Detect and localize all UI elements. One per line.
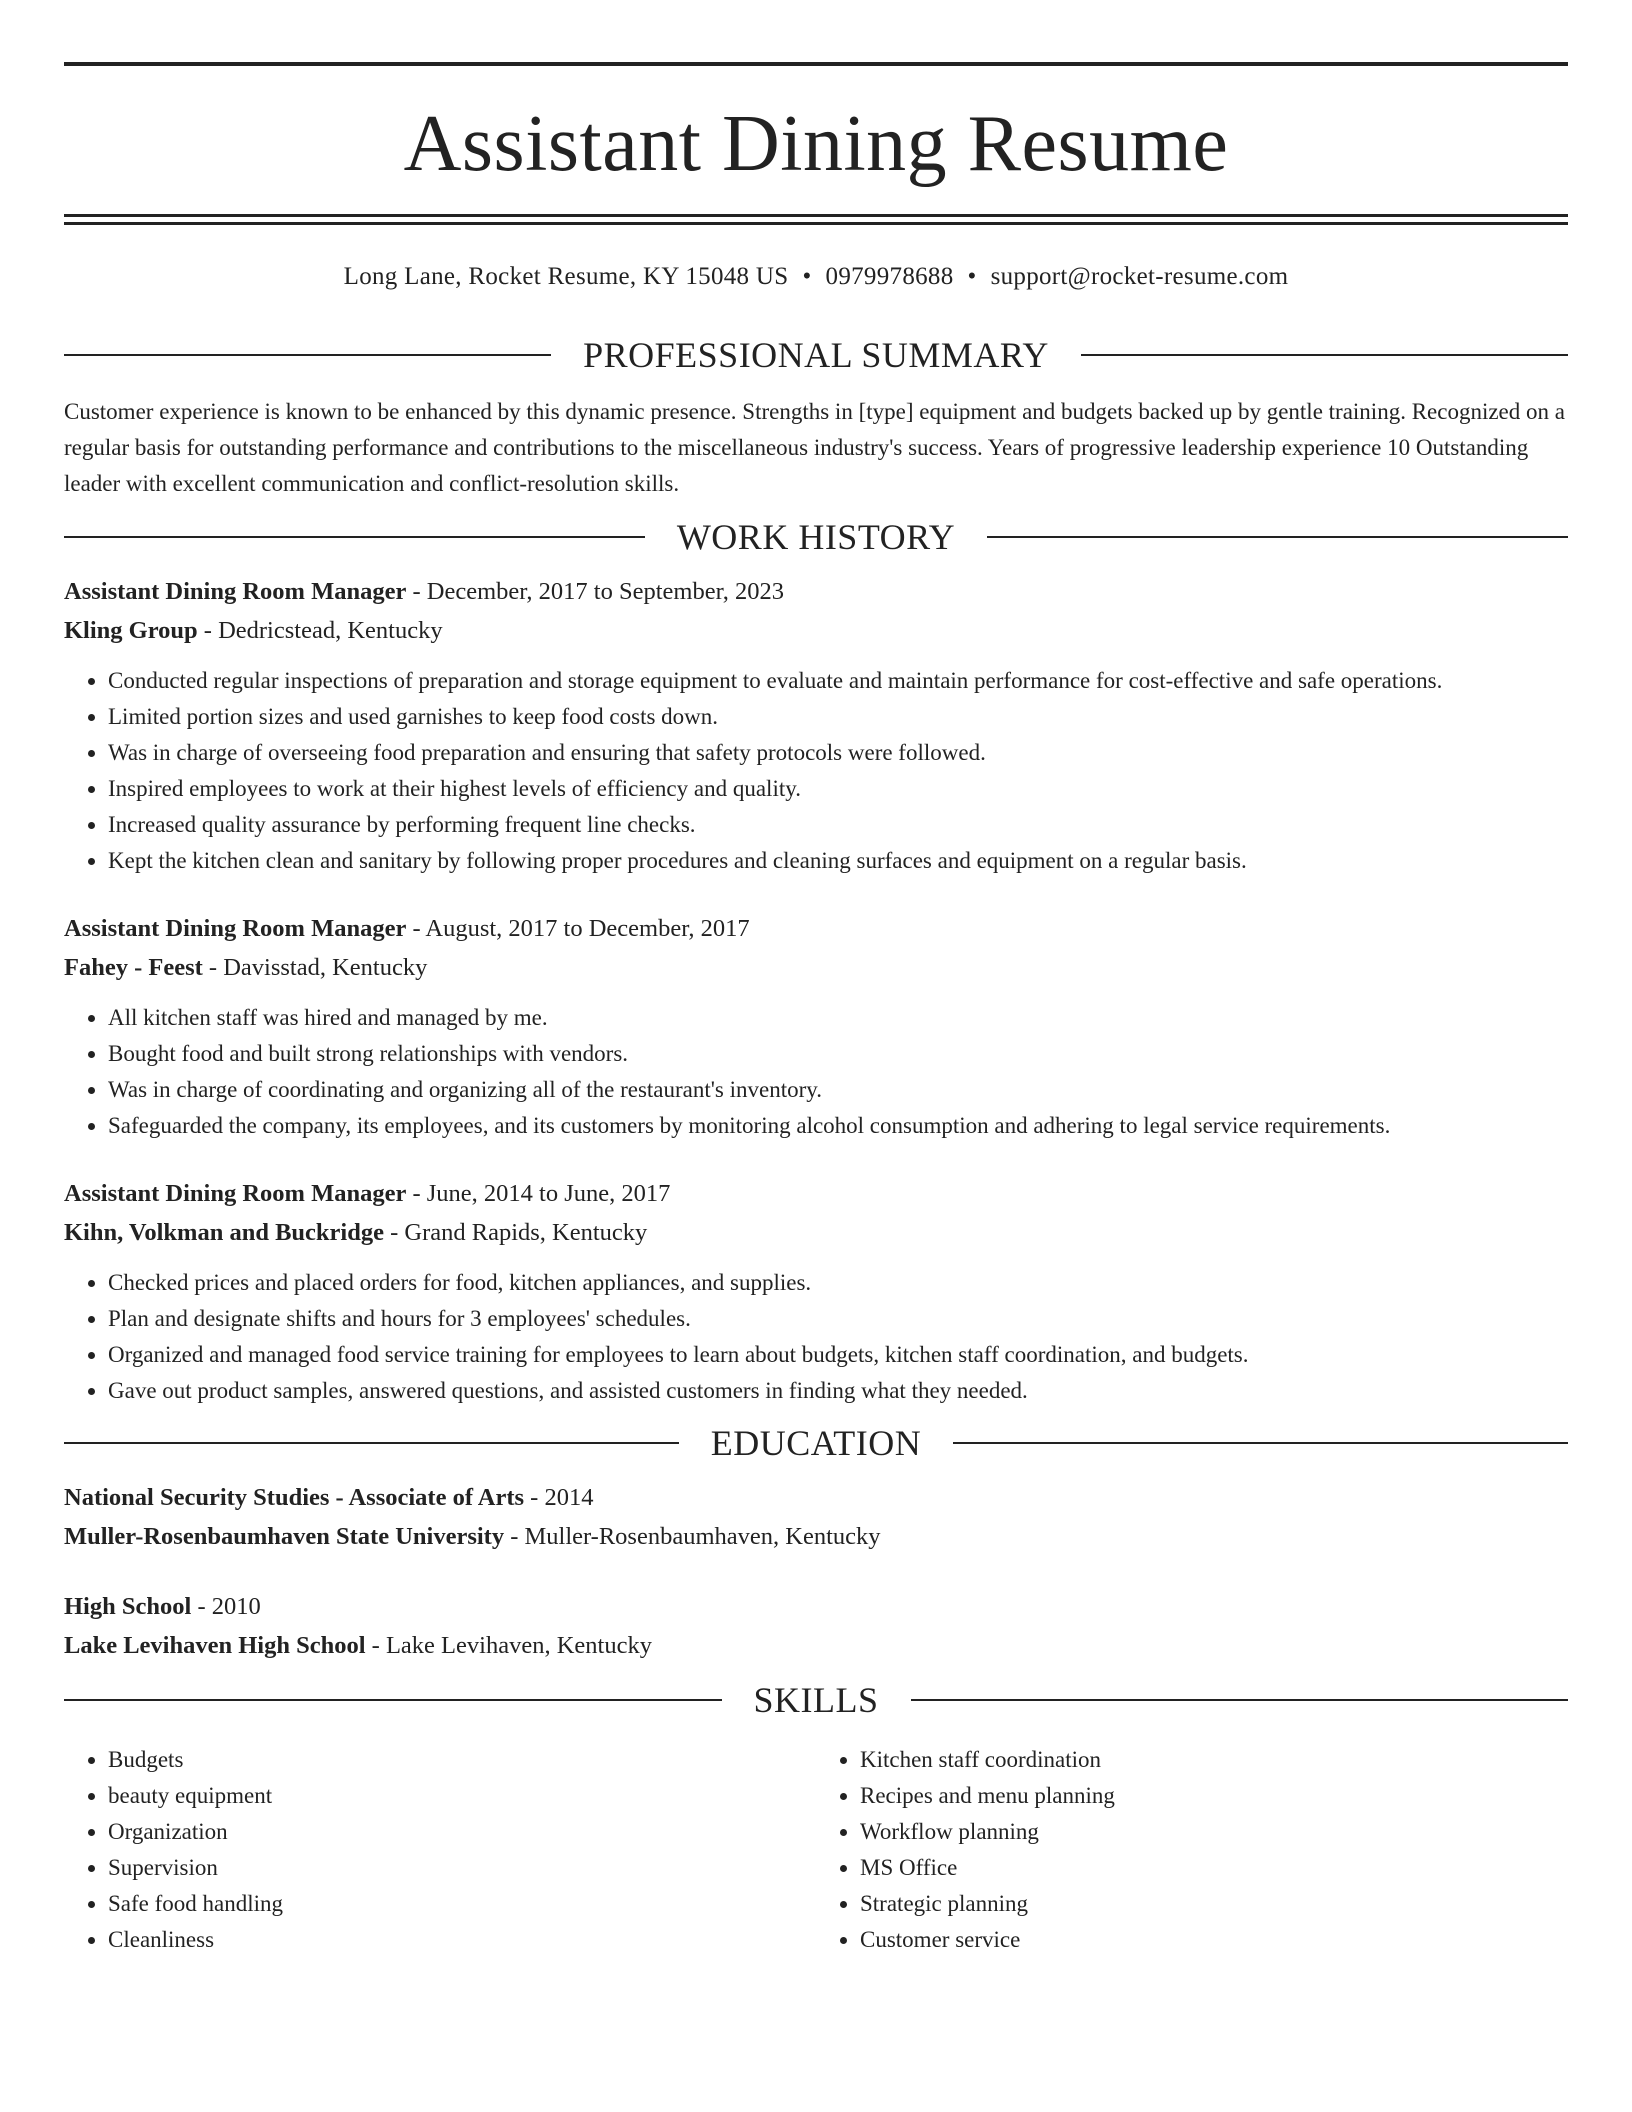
job-bullets bbox=[64, 1265, 1568, 1409]
education-school-line bbox=[64, 1517, 1568, 1556]
job-bullet: • Limited portion sizes and used garnishes to keep food costs down. bbox=[108, 699, 1568, 735]
education-school: Lake Levihaven High School bbox=[64, 1632, 366, 1659]
contact-line bbox=[64, 262, 1568, 292]
job-bullet: • All kitchen staff was hired and managed by me. bbox=[108, 1000, 1568, 1036]
skill-item: • Customer service bbox=[860, 1922, 1568, 1958]
job-bullet: • Conducted regular inspections of preparation and storage equipment to evaluate and maintain performance for cost-effective and safe operations. bbox=[108, 663, 1568, 699]
job-title: Assistant Dining Room Manager bbox=[64, 578, 407, 605]
section-rule bbox=[987, 536, 1568, 538]
job-company-line bbox=[64, 948, 1568, 987]
education-location: - Muller-Rosenbaumhaven, Kentucky bbox=[504, 1523, 881, 1550]
education-year: - 2010 bbox=[191, 1593, 261, 1620]
job-bullet: • Bought food and built strong relationships with vendors. bbox=[108, 1036, 1568, 1072]
job-bullet: • Inspired employees to work at their highest levels of efficiency and quality. bbox=[108, 771, 1568, 807]
education-degree-line bbox=[64, 1587, 1568, 1626]
education-school-line bbox=[64, 1626, 1568, 1665]
skill-item: • Workflow planning bbox=[860, 1814, 1568, 1850]
job-bullet: • Was in charge of overseeing food preparation and ensuring that safety protocols were followed. bbox=[108, 735, 1568, 771]
skills-list-right bbox=[816, 1742, 1568, 1958]
skills-section-header bbox=[64, 1682, 1568, 1718]
skills-columns bbox=[64, 1742, 1568, 1958]
job-entry bbox=[64, 1174, 1568, 1409]
section-rule bbox=[64, 536, 645, 538]
job-title-line bbox=[64, 572, 1568, 611]
job-bullets bbox=[64, 1000, 1568, 1144]
job-company: Fahey - Feest bbox=[64, 954, 203, 981]
job-dates: - December, 2017 to September, 2023 bbox=[406, 578, 785, 605]
job-entry bbox=[64, 909, 1568, 1144]
education-school: Muller-Rosenbaumhaven State University bbox=[64, 1523, 505, 1550]
skill-item: • Kitchen staff coordination bbox=[860, 1742, 1568, 1778]
job-company-line bbox=[64, 1213, 1568, 1252]
job-bullet: • Checked prices and placed orders for food, kitchen appliances, and supplies. bbox=[108, 1265, 1568, 1301]
summary-heading: PROFESSIONAL SUMMARY bbox=[583, 335, 1049, 375]
job-bullet: • Gave out product samples, answered questions, and assisted customers in finding what they needed. bbox=[108, 1373, 1568, 1409]
job-dates: - June, 2014 to June, 2017 bbox=[406, 1180, 671, 1207]
skills-heading: SKILLS bbox=[753, 1680, 879, 1720]
contact-address: Long Lane, Rocket Resume, KY 15048 US bbox=[343, 263, 789, 290]
job-title: Assistant Dining Room Manager bbox=[64, 915, 407, 942]
skill-item: • Recipes and menu planning bbox=[860, 1778, 1568, 1814]
job-location: - Dedricstead, Kentucky bbox=[197, 617, 443, 644]
skill-item: • Cleanliness bbox=[108, 1922, 816, 1958]
skill-item: • Strategic planning bbox=[860, 1886, 1568, 1922]
job-company: Kihn, Volkman and Buckridge bbox=[64, 1219, 384, 1246]
job-title: Assistant Dining Room Manager bbox=[64, 1180, 407, 1207]
resume-page bbox=[64, 62, 1568, 1958]
education-location: - Lake Levihaven, Kentucky bbox=[365, 1632, 652, 1659]
education-degree-line bbox=[64, 1478, 1568, 1517]
education-entry bbox=[64, 1587, 1568, 1665]
education-entry bbox=[64, 1478, 1568, 1556]
job-bullet: • Safeguarded the company, its employees, and its customers by monitoring alcohol consumption and adhering to legal service requirements. bbox=[108, 1108, 1568, 1144]
job-dates: - August, 2017 to December, 2017 bbox=[406, 915, 750, 942]
job-location: - Davisstad, Kentucky bbox=[202, 954, 428, 981]
job-location: - Grand Rapids, Kentucky bbox=[383, 1219, 648, 1246]
section-rule bbox=[953, 1442, 1568, 1444]
skill-item: • Budgets bbox=[108, 1742, 816, 1778]
job-bullet: • Organized and managed food service training for employees to learn about budgets, kitchen staff coordination, and budgets. bbox=[108, 1337, 1568, 1373]
education-section-header bbox=[64, 1425, 1568, 1461]
section-rule bbox=[1081, 354, 1568, 356]
skill-item: • Safe food handling bbox=[108, 1886, 816, 1922]
summary-text: Customer experience is known to be enhanced by this dynamic presence. Strengths in [type] equipment and budgets backed up by gentle training. Recognized on a regular basis for outstanding performance and contributions to the miscellaneous industry's success. Years of progressive leadership experience 10 Outstanding leader with excellent communication and conflict-resolution skills. bbox=[64, 399, 1565, 496]
skill-item: • MS Office bbox=[860, 1850, 1568, 1886]
education-heading: EDUCATION bbox=[710, 1423, 922, 1463]
contact-email: support@rocket-resume.com bbox=[990, 263, 1289, 290]
contact-separator: • bbox=[967, 263, 977, 290]
skills-list-left bbox=[64, 1742, 816, 1958]
job-bullet: • Plan and designate shifts and hours for 3 employees' schedules. bbox=[108, 1301, 1568, 1337]
job-title-line bbox=[64, 909, 1568, 948]
title-double-rule bbox=[64, 214, 1568, 225]
skill-item: • beauty equipment bbox=[108, 1778, 816, 1814]
top-rule bbox=[64, 62, 1568, 66]
section-rule bbox=[911, 1699, 1569, 1701]
job-company: Kling Group bbox=[64, 617, 198, 644]
section-rule bbox=[64, 1442, 679, 1444]
summary-section-header bbox=[64, 337, 1568, 373]
work-heading: WORK HISTORY bbox=[676, 517, 956, 557]
job-bullet: • Kept the kitchen clean and sanitary by following proper procedures and cleaning surfaces and equipment on a regular basis. bbox=[108, 843, 1568, 879]
contact-separator: • bbox=[802, 263, 812, 290]
resume-title: Assistant Dining Resume bbox=[403, 100, 1229, 188]
work-section-header bbox=[64, 519, 1568, 555]
job-title-line bbox=[64, 1174, 1568, 1213]
job-bullet: • Was in charge of coordinating and organizing all of the restaurant's inventory. bbox=[108, 1072, 1568, 1108]
education-degree: National Security Studies - Associate of Arts bbox=[64, 1484, 525, 1511]
job-entry bbox=[64, 572, 1568, 879]
education-degree: High School bbox=[64, 1593, 192, 1620]
job-bullets bbox=[64, 663, 1568, 879]
skill-item: • Supervision bbox=[108, 1850, 816, 1886]
contact-phone: 0979978688 bbox=[825, 263, 954, 290]
job-bullet: • Increased quality assurance by performing frequent line checks. bbox=[108, 807, 1568, 843]
job-company-line bbox=[64, 611, 1568, 650]
section-rule bbox=[64, 354, 551, 356]
skill-item: • Organization bbox=[108, 1814, 816, 1850]
education-year: - 2014 bbox=[524, 1484, 594, 1511]
section-rule bbox=[64, 1699, 722, 1701]
